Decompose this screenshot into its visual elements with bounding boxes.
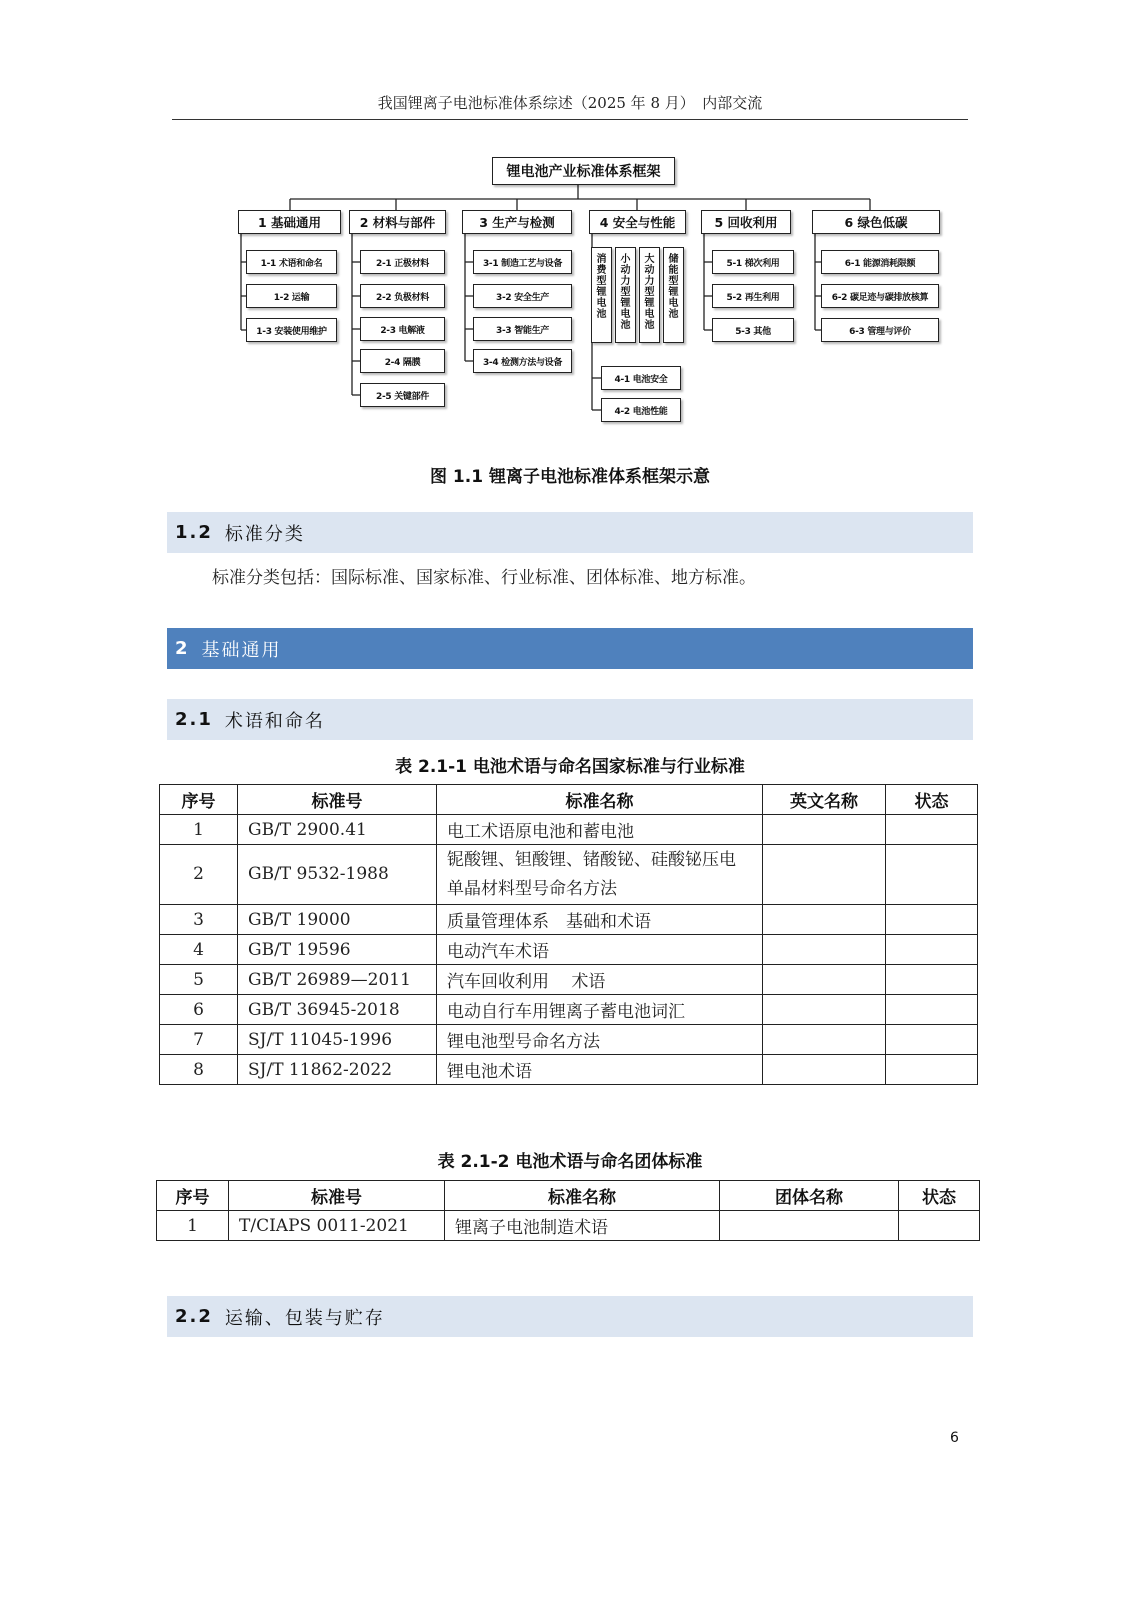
cell-english-name — [763, 995, 886, 1025]
col-header-index: 序号 — [160, 785, 238, 815]
diagram-item-1-2: 1-2 运输 — [246, 284, 337, 308]
diagram-category-3: 3 生产与检测 — [462, 210, 572, 234]
table-row — [160, 935, 978, 965]
cell-standard-no: GB/T 36945-2018 — [238, 995, 437, 1025]
cell-status — [886, 965, 978, 995]
diagram-type-large-power: 大动力型锂电池 — [639, 247, 660, 343]
cell-status — [886, 905, 978, 935]
cell-english-name — [763, 815, 886, 845]
table-row — [160, 905, 978, 935]
cell-index: 7 — [160, 1025, 238, 1055]
cell-standard-no: SJ/T 11045-1996 — [238, 1025, 437, 1055]
cell-standard-name: 电动汽车术语 — [437, 935, 763, 965]
cell-standard-name: 汽车回收利用 术语 — [437, 965, 763, 995]
section-number: 2 — [175, 638, 190, 659]
diagram-item-2-3: 2-3 电解液 — [360, 317, 445, 341]
table-row — [160, 965, 978, 995]
cell-index: 2 — [160, 845, 238, 905]
diagram-type-small-power: 小动力型锂电池 — [615, 247, 636, 343]
section-number: 2.2 — [175, 1306, 213, 1327]
cell-english-name — [763, 905, 886, 935]
col-header-standard-no: 标准号 — [229, 1181, 445, 1211]
cell-standard-name: 质量管理体系 基础和术语 — [437, 905, 763, 935]
col-header-status: 状态 — [886, 785, 978, 815]
cell-standard-no: GB/T 9532-1988 — [238, 845, 437, 905]
cell-standard-name: 锂电池型号命名方法 — [437, 1025, 763, 1055]
section-title: 标准分类 — [224, 523, 305, 545]
diagram-item-6-3: 6-3 管理与评价 — [821, 318, 939, 342]
diagram-item-4-1: 4-1 电池安全 — [601, 366, 681, 390]
diagram-item-5-2: 5-2 再生利用 — [712, 284, 794, 308]
section-title: 基础通用 — [201, 639, 282, 661]
cell-index: 6 — [160, 995, 238, 1025]
table-row — [160, 815, 978, 845]
col-header-standard-name: 标准名称 — [445, 1181, 720, 1211]
cell-standard-no: GB/T 26989—2011 — [238, 965, 437, 995]
table-row — [160, 1025, 978, 1055]
diagram-item-5-3: 5-3 其他 — [712, 318, 794, 342]
figure-caption: 图 1.1 锂离子电池标准体系框架示意 — [430, 467, 710, 487]
table-row — [160, 995, 978, 1025]
cell-group-name — [720, 1211, 899, 1241]
cell-standard-name: 铌酸锂、钽酸锂、锗酸铋、硅酸铋压电单晶材料型号命名方法 — [437, 845, 763, 905]
diagram-item-1-1: 1-1 术语和命名 — [246, 250, 337, 274]
cell-status — [886, 845, 978, 905]
diagram-type-storage: 储能型锂电池 — [663, 247, 684, 343]
section-heading-2-1 — [167, 699, 973, 740]
cell-english-name — [763, 845, 886, 905]
cell-status — [886, 935, 978, 965]
table-caption-2: 表 2.1-2 电池术语与命名团体标准 — [437, 1152, 703, 1172]
diagram-item-2-4: 2-4 隔膜 — [360, 349, 445, 373]
diagram-item-6-2: 6-2 碳足迹与碳排放核算 — [821, 284, 939, 308]
col-header-standard-no: 标准号 — [238, 785, 437, 815]
cell-standard-name: 电工术语原电池和蓄电池 — [437, 815, 763, 845]
diagram-category-1: 1 基础通用 — [238, 210, 341, 234]
cell-standard-name: 锂离子电池制造术语 — [445, 1211, 720, 1241]
cell-status — [886, 815, 978, 845]
section-number: 1.2 — [175, 522, 213, 543]
standards-table-group — [156, 1180, 980, 1241]
diagram-item-2-5: 2-5 关键部件 — [360, 383, 445, 407]
cell-status — [886, 1025, 978, 1055]
cell-index: 4 — [160, 935, 238, 965]
diagram-item-3-3: 3-3 智能生产 — [473, 317, 572, 341]
cell-status — [886, 995, 978, 1025]
diagram-item-3-4: 3-4 检测方法与设备 — [473, 349, 572, 373]
diagram-root-box: 锂电池产业标准体系框架 — [492, 157, 675, 185]
cell-status — [899, 1211, 980, 1241]
cell-index: 1 — [157, 1211, 229, 1241]
diagram-item-6-1: 6-1 能源消耗限额 — [821, 250, 939, 274]
cell-english-name — [763, 935, 886, 965]
section-heading-2-2 — [167, 1296, 973, 1337]
col-header-status: 状态 — [899, 1181, 980, 1211]
diagram-item-3-2: 3-2 安全生产 — [473, 284, 572, 308]
standards-table-national — [159, 784, 978, 1085]
section-number: 2.1 — [175, 709, 213, 730]
diagram-category-4: 4 安全与性能 — [589, 210, 686, 234]
diagram-item-4-2: 4-2 电池性能 — [601, 398, 681, 422]
cell-english-name — [763, 965, 886, 995]
cell-standard-no: GB/T 19000 — [238, 905, 437, 935]
cell-index: 5 — [160, 965, 238, 995]
paragraph-standard-categories: 标准分类包括：国际标准、国家标准、行业标准、团体标准、地方标准。 — [212, 568, 756, 588]
cell-english-name — [763, 1025, 886, 1055]
cell-index: 1 — [160, 815, 238, 845]
diagram-item-3-1: 3-1 制造工艺与设备 — [473, 250, 572, 274]
cell-standard-no: GB/T 2900.41 — [238, 815, 437, 845]
table-header-row — [157, 1181, 980, 1211]
cell-index: 8 — [160, 1055, 238, 1085]
cell-standard-name: 电动自行车用锂离子蓄电池词汇 — [437, 995, 763, 1025]
col-header-group-name: 团体名称 — [720, 1181, 899, 1211]
table-header-row — [160, 785, 978, 815]
table-row — [160, 1055, 978, 1085]
diagram-category-6: 6 绿色低碳 — [812, 210, 940, 234]
cell-standard-no: T/CIAPS 0011-2021 — [229, 1211, 445, 1241]
diagram-item-5-1: 5-1 梯次利用 — [712, 250, 794, 274]
diagram-type-consumer: 消费型锂电池 — [591, 247, 612, 343]
section-heading-1-2 — [167, 512, 973, 553]
col-header-english-name: 英文名称 — [763, 785, 886, 815]
cell-standard-no: SJ/T 11862-2022 — [238, 1055, 437, 1085]
col-header-standard-name: 标准名称 — [437, 785, 763, 815]
cell-status — [886, 1055, 978, 1085]
page-number: 6 — [950, 1430, 959, 1446]
section-title: 术语和命名 — [224, 710, 325, 732]
header-rule — [172, 119, 968, 120]
cell-english-name — [763, 1055, 886, 1085]
diagram-category-2: 2 材料与部件 — [349, 210, 446, 234]
col-header-index: 序号 — [157, 1181, 229, 1211]
table-row — [160, 845, 978, 905]
diagram-item-2-1: 2-1 正极材料 — [360, 250, 445, 274]
cell-index: 3 — [160, 905, 238, 935]
table-row — [157, 1211, 980, 1241]
section-title: 运输、包装与贮存 — [224, 1307, 385, 1329]
section-heading-2 — [167, 628, 973, 669]
cell-standard-no: GB/T 19596 — [238, 935, 437, 965]
diagram-item-1-3: 1-3 安装使用维护 — [246, 318, 337, 342]
diagram-category-5: 5 回收利用 — [701, 210, 791, 234]
running-header: 我国锂离子电池标准体系综述（2025 年 8 月） 内部交流 — [377, 94, 763, 112]
cell-standard-name: 锂电池术语 — [437, 1055, 763, 1085]
diagram-item-2-2: 2-2 负极材料 — [360, 284, 445, 308]
table-caption-1: 表 2.1-1 电池术语与命名国家标准与行业标准 — [395, 757, 745, 777]
